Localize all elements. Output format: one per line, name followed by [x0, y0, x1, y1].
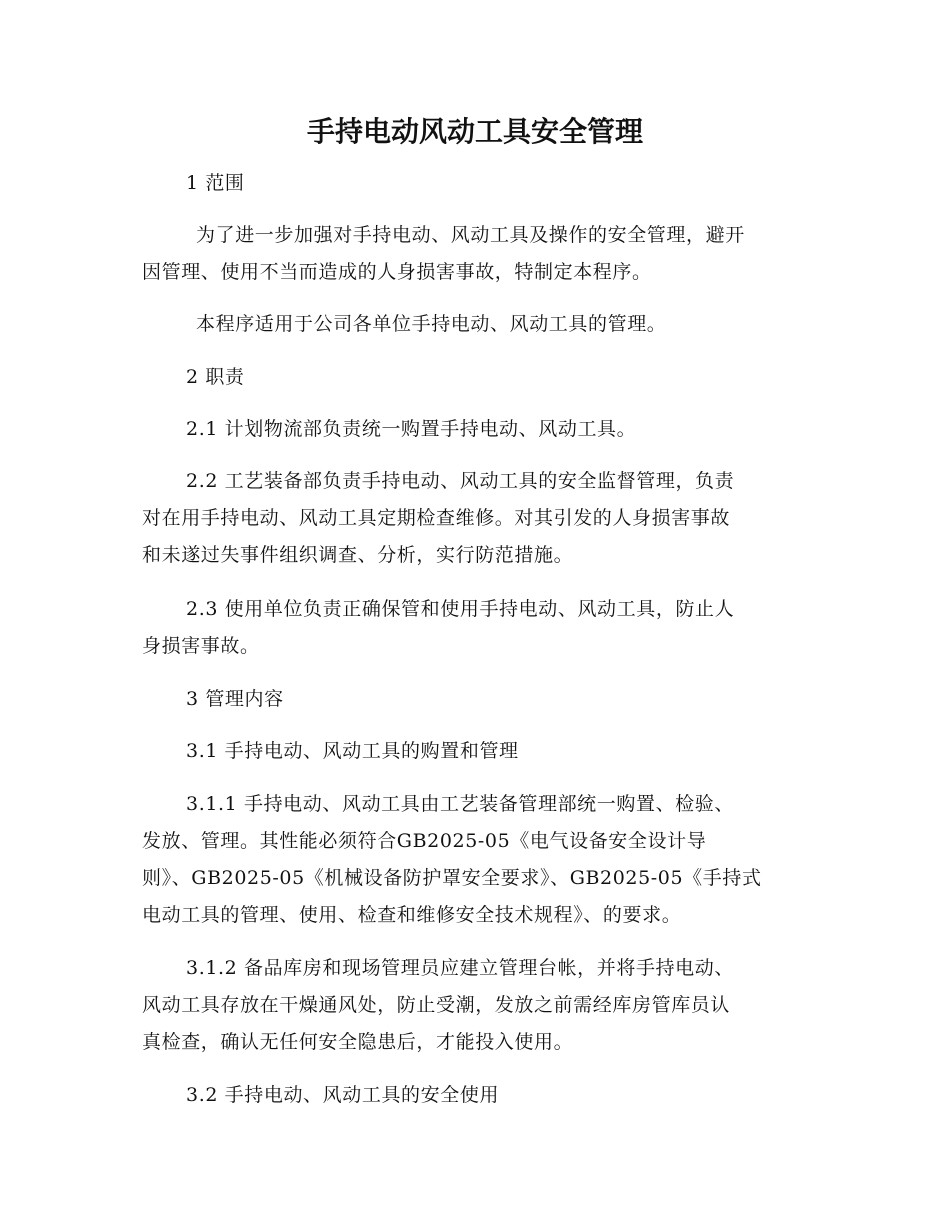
- paragraph-line: 本程序适用于公司各单位手持电动、风动工具的管理。: [196, 313, 667, 335]
- subsection-heading: 3.2 手持电动、风动工具的安全使用: [186, 1084, 500, 1106]
- subsection-heading: 3.1 手持电动、风动工具的购置和管理: [186, 740, 519, 762]
- paragraph-line: 因管理、使用不当而造成的人身损害事故，特制定本程序。: [142, 261, 652, 283]
- paragraph-line: 2.1 计划物流部负责统一购置手持电动、风动工具。: [186, 418, 637, 440]
- paragraph-line: 2.2 工艺装备部负责手持电动、风动工具的安全监督管理，负责: [186, 470, 735, 492]
- paragraph-line: 则》、GB2025-05《机械设备防护罩安全要求》、GB2025-05《手持式: [142, 867, 762, 889]
- paragraph-line: 身损害事故。: [142, 635, 260, 657]
- paragraph-line: 真检查，确认无任何安全隐患后，才能投入使用。: [142, 1031, 574, 1053]
- paragraph-line: 对在用手持电动、风动工具定期检查维修。对其引发的人身损害事故: [142, 507, 731, 529]
- section-2-heading: 2 职责: [186, 366, 245, 388]
- paragraph-line: 电动工具的管理、使用、检查和维修安全技术规程》、的要求。: [142, 904, 682, 926]
- section-3-heading: 3 管理内容: [186, 688, 284, 710]
- paragraph-line: 发放、管理。其性能必须符合GB2025-05《电气设备安全设计导: [142, 830, 707, 852]
- paragraph-line: 2.3 使用单位负责正确保管和使用手持电动、风动工具，防止人: [186, 598, 735, 620]
- paragraph-line: 风动工具存放在干燥通风处，防止受潮，发放之前需经库房管库员认: [142, 994, 731, 1016]
- paragraph-line: 为了进一步加强对手持电动、风动工具及操作的安全管理，避开: [196, 224, 745, 246]
- paragraph-line: 3.1.2 备品库房和现场管理员应建立管理台帐，并将手持电动、: [186, 957, 734, 979]
- document-title: 手持电动风动工具安全管理: [306, 115, 643, 148]
- paragraph-line: 3.1.1 手持电动、风动工具由工艺装备管理部统一购置、检验、: [186, 793, 734, 815]
- paragraph-line: 和未遂过失事件组织调查、分析，实行防范措施。: [142, 544, 574, 566]
- section-1-heading: 1 范围: [186, 172, 245, 194]
